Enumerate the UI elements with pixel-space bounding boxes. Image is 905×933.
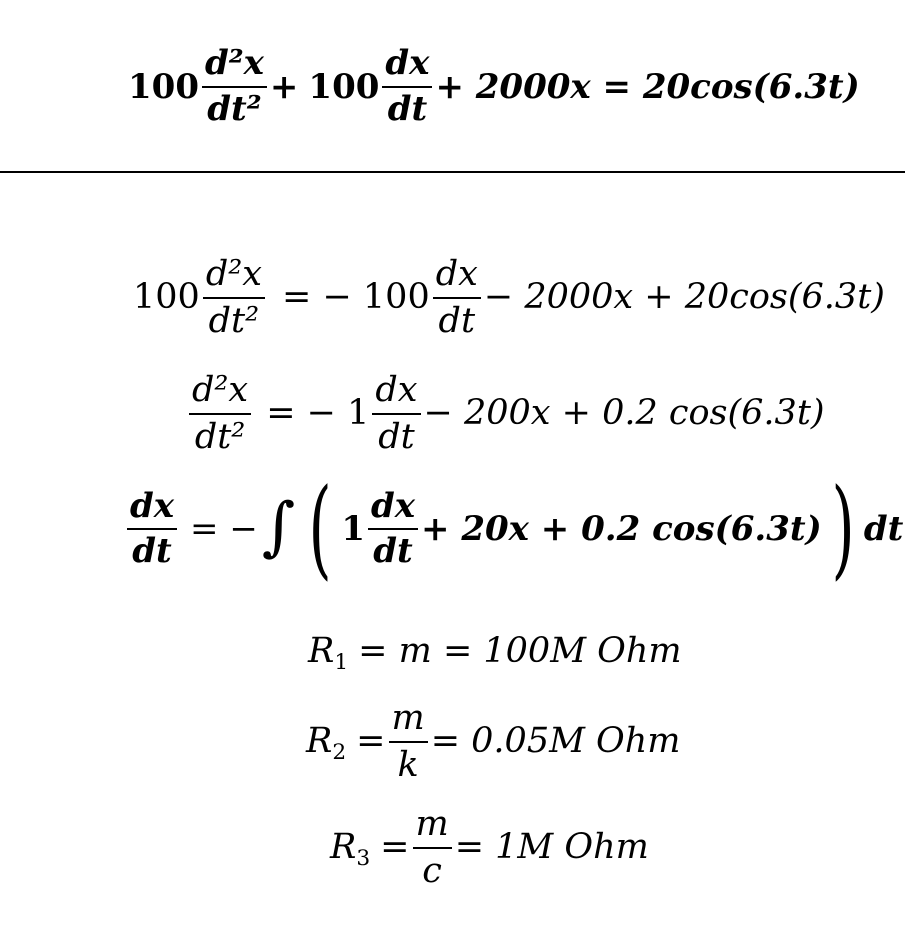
eq1-second-derivative — [202, 43, 267, 129]
r2-num: m — [391, 698, 425, 738]
eq4-differential: dt — [863, 509, 904, 550]
eq2-frac1-num: d²x — [205, 254, 262, 294]
r3-num: m — [415, 804, 449, 844]
r1-subscript: 1 — [334, 649, 349, 675]
r2-equals: = — [356, 721, 386, 762]
eq1-tail: + 2000x = 20cos(6.3t) — [435, 66, 860, 107]
eq2-first-derivative — [433, 256, 481, 340]
r2-den: k — [397, 744, 419, 785]
equation-ode — [128, 43, 860, 129]
eq3-mid: = − 1 — [266, 393, 370, 434]
eq2-second-derivative — [203, 256, 265, 340]
eq4-inner-num: dx — [371, 485, 416, 526]
eq4-lhs-num: dx — [130, 485, 175, 526]
r2-result: = 0.05M Ohm — [430, 721, 681, 762]
eq2-tail: − 2000x + 20cos(6.3t) — [483, 277, 885, 318]
eq3-second-derivative — [189, 372, 251, 456]
eq3-frac2-den: dt — [378, 416, 415, 457]
eq4-inner-derivative — [368, 485, 418, 572]
eq1-frac2-den: dt — [387, 88, 428, 129]
eq1-coef2: 100 — [308, 66, 380, 107]
integral-sign: ∫ — [261, 490, 296, 565]
eq4-lhs-derivative — [127, 485, 177, 572]
eq4-coef: 1 — [341, 509, 365, 550]
eq4-lhs-den: dt — [132, 531, 172, 572]
eq2-coef1: 100 — [133, 277, 200, 318]
r3-equals: = — [380, 827, 410, 868]
eq1-coef1: 100 — [128, 66, 199, 107]
eq2-frac1-den: dt² — [208, 300, 260, 341]
eq3-frac2-num: dx — [375, 370, 418, 410]
equation-normalized — [186, 372, 825, 456]
r3-den: c — [422, 850, 442, 891]
close-paren: ) — [831, 466, 855, 591]
eq2-frac2-den: dt — [438, 300, 476, 341]
equation-integral — [124, 466, 904, 591]
r2-label: $R_2$ — [306, 721, 347, 765]
equation-rearranged — [133, 256, 885, 340]
r2-subscript: 2 — [332, 739, 347, 765]
eq2-frac2-num: dx — [435, 254, 478, 294]
eq3-frac1-den: dt² — [194, 416, 246, 457]
open-paren: ( — [308, 466, 332, 591]
resistor-1-equation — [308, 631, 682, 675]
resistor-2-equation — [306, 700, 680, 784]
eq4-inner-den: dt — [373, 531, 413, 572]
eq4-equals: = − — [190, 509, 258, 550]
r1-label: $R_1$ — [308, 631, 349, 675]
eq4-tail: + 20x + 0.2 cos(6.3t) — [421, 509, 822, 550]
eq1-first-derivative — [382, 43, 432, 129]
eq1-frac2-num: dx — [385, 43, 430, 83]
eq3-first-derivative — [372, 372, 420, 456]
eq3-frac1-num: d²x — [192, 370, 249, 410]
r3-fraction — [413, 806, 452, 890]
r1-expression: = m = 100M Ohm — [358, 631, 682, 671]
r3-label: $R_3$ — [330, 827, 371, 871]
eq1-frac1-num: d²x — [204, 43, 264, 83]
eq1-plus: + — [269, 66, 299, 107]
resistor-3-equation — [330, 806, 649, 890]
eq3-tail: − 200x + 0.2 cos(6.3t) — [423, 393, 825, 434]
eq2-mid: = − 100 — [282, 277, 430, 318]
horizontal-divider — [0, 171, 905, 173]
r2-fraction — [389, 700, 428, 784]
eq1-frac1-den: dt² — [207, 88, 262, 129]
r3-subscript: 3 — [356, 845, 371, 871]
r3-result: = 1M Ohm — [454, 827, 649, 868]
